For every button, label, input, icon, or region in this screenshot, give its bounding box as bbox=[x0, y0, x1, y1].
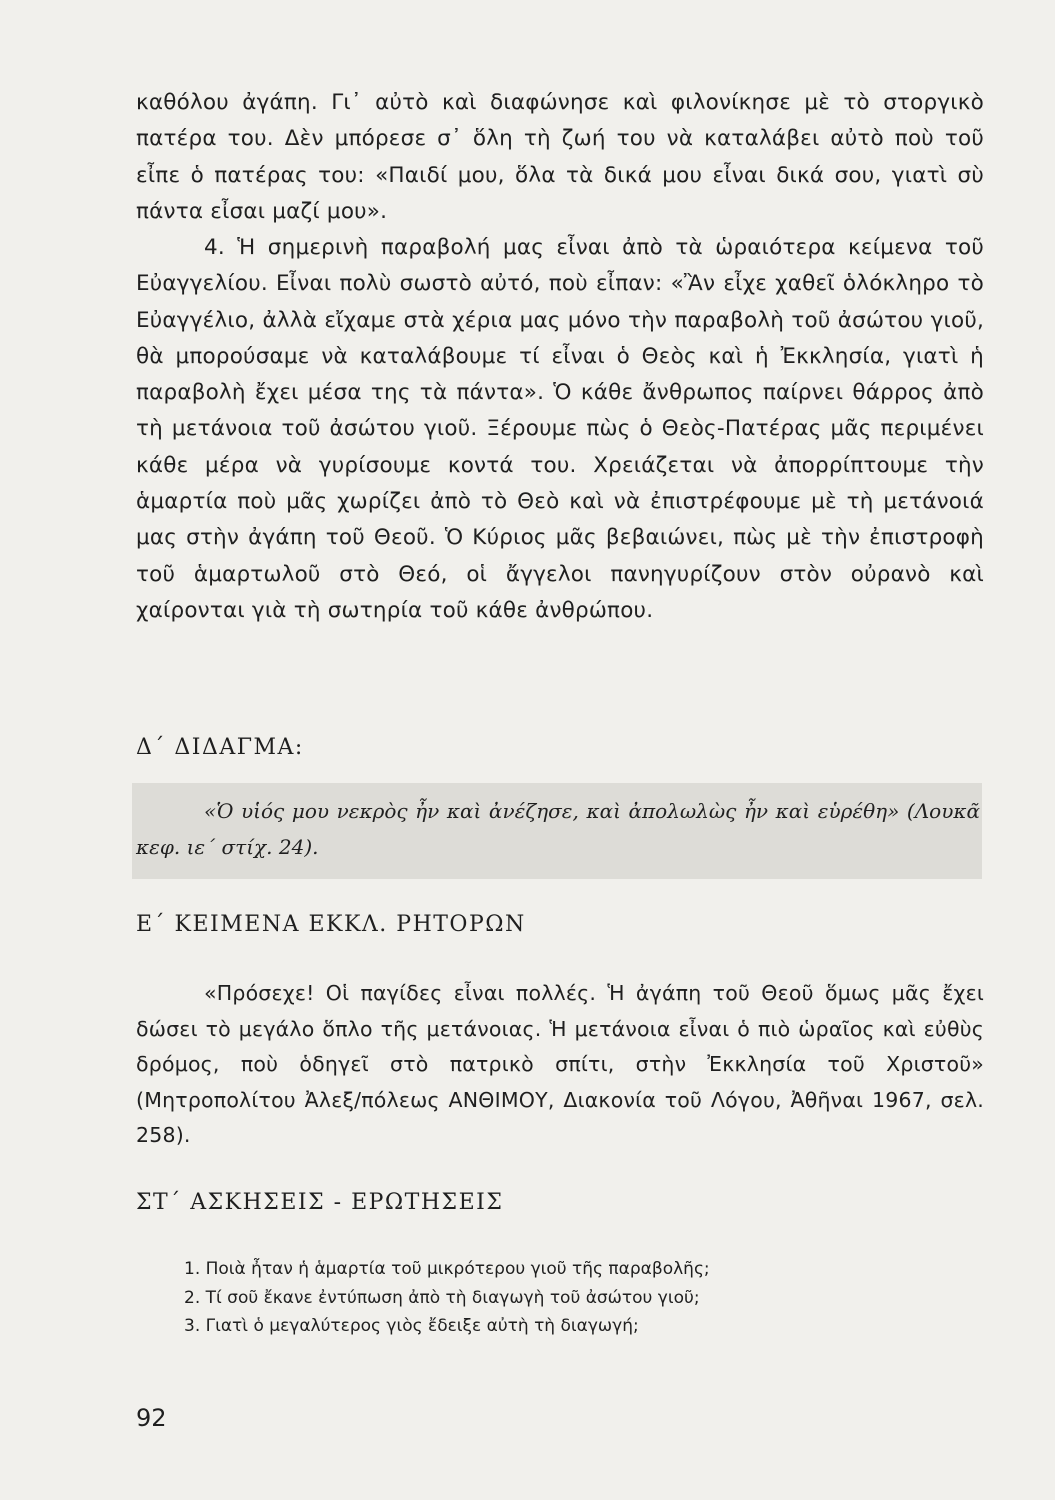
question-item-3: 3. Γιατὶ ὁ μεγαλύτερος γιὸς ἔδειξε αὐτὴ τὴ διαγωγή; bbox=[184, 1316, 639, 1336]
body-paragraph-1: καθόλου ἀγάπη. Γι᾽ αὐτὸ καὶ διαφώνησε καὶ φιλονίκησε μὲ τὸ στοργικὸ πατέρα του. Δὲν μπόρεσε σ᾽ ὅλη τὴ ζωή του νὰ καταλάβει αὐτὸ ποὺ τοῦ εἶπε ὁ πατέρας του: «Παιδί μου, ὅλα τὰ δικά μου εἶναι δικά σου, γιατὶ σὺ πάντα εἶσαι μαζί μου». bbox=[136, 90, 984, 224]
section-heading-didagma: Δ΄ ΔΙΔΑΓΜΑ: bbox=[136, 735, 304, 760]
keimena-quote-paragraph: «Πρόσεχε! Οἱ παγίδες εἶναι πολλές. Ἡ ἀγάπη τοῦ Θεοῦ ὅμως μᾶς ἔχει δώσει τὸ μεγάλο ὅπλο τῆς μετάνοιας. Ἡ μετάνοια εἶναι ὁ πιὸ ὡραῖος καὶ εὐθὺς δρόμος, ποὺ ὁδηγεῖ στὸ πατρικὸ σπίτι, στὴν Ἐκκλησία τοῦ Χριστοῦ» (Μητροπολίτου Ἀλεξ/πόλεως ΑΝΘΙΜΟΥ, Διακονία τοῦ Λόγου, Ἀθῆναι 1967, σελ. 258). bbox=[136, 981, 984, 1147]
section-heading-keimena: Ε΄ ΚΕΙΜΕΝΑ ΕΚΚΛ. ΡΗΤΟΡΩΝ bbox=[136, 912, 526, 937]
book-page bbox=[136, 0, 984, 1500]
body-paragraph-2: 4. Ἡ σημερινὴ παραβολή μας εἶναι ἀπὸ τὰ ὡραιότερα κείμενα τοῦ Εὐαγγελίου. Εἶναι πολὺ σωστὸ αὐτό, ποὺ εἶπαν: «Ἂν εἶχε χαθεῖ ὁλόκληρο τὸ Εὐαγγέλιο, ἀλλὰ εἴχαμε στὰ χέρια μας μόνο τὴν παραβολὴ τοῦ ἀσώτου γιοῦ, θὰ μπορούσαμε νὰ καταλάβουμε τί εἶναι ὁ Θεὸς καὶ ἡ Ἐκκλησία, γιατὶ ἡ παραβολὴ ἔχει μέσα της τὰ πάντα». Ὁ κάθε ἄνθρωπος παίρνει θάρρος ἀπὸ τὴ μετάνοια τοῦ ἀσώτου γιοῦ. Ξέρουμε πὼς ὁ Θεὸς-Πατέρας μᾶς περιμένει κάθε μέρα νὰ γυρίσουμε κοντά του. Χρειάζεται νὰ ἀπορρίπτουμε τὴν ἁμαρτία ποὺ μᾶς χωρίζει ἀπὸ τὸ Θεὸ καὶ νὰ ἐπιστρέφουμε μὲ τὴ μετάνοιά μας στὴν ἀγάπη τοῦ Θεοῦ. Ὁ Κύριος μᾶς βεβαιώνει, πὼς μὲ τὴν ἐπιστροφὴ τοῦ ἁμαρτωλοῦ στὸ Θεό, οἱ ἄγγελοι πανηγυρίζουν στὸν οὐρανὸ καὶ χαίρονται γιὰ τὴ σωτηρία τοῦ κάθε ἀνθρώπου. bbox=[136, 235, 984, 623]
questions-list bbox=[184, 1255, 984, 1341]
question-item-2: 2. Τί σοῦ ἔκανε ἐντύπωση ἀπὸ τὴ διαγωγὴ τοῦ ἀσώτου γιοῦ; bbox=[184, 1287, 700, 1308]
page-number: 92 bbox=[136, 1404, 167, 1432]
question-item-1: 1. Ποιὰ ἦταν ἡ ἁμαρτία τοῦ μικρότερου γιοῦ τῆς παραβολῆς; bbox=[184, 1259, 710, 1279]
didagma-quote: «Ὁ υἱός μου νεκρὸς ἦν καὶ ἀνέζησε, καὶ ἀπολωλὼς ἦν καὶ εὑρέθη» (Λουκᾶ κεφ. ιε΄ στίχ. 24). bbox=[136, 799, 980, 859]
section-heading-askiseis: ΣΤ΄ ΑΣΚΗΣΕΙΣ - ΕΡΩΤΗΣΕΙΣ bbox=[136, 1190, 504, 1215]
didagma-quote-box bbox=[132, 783, 982, 879]
